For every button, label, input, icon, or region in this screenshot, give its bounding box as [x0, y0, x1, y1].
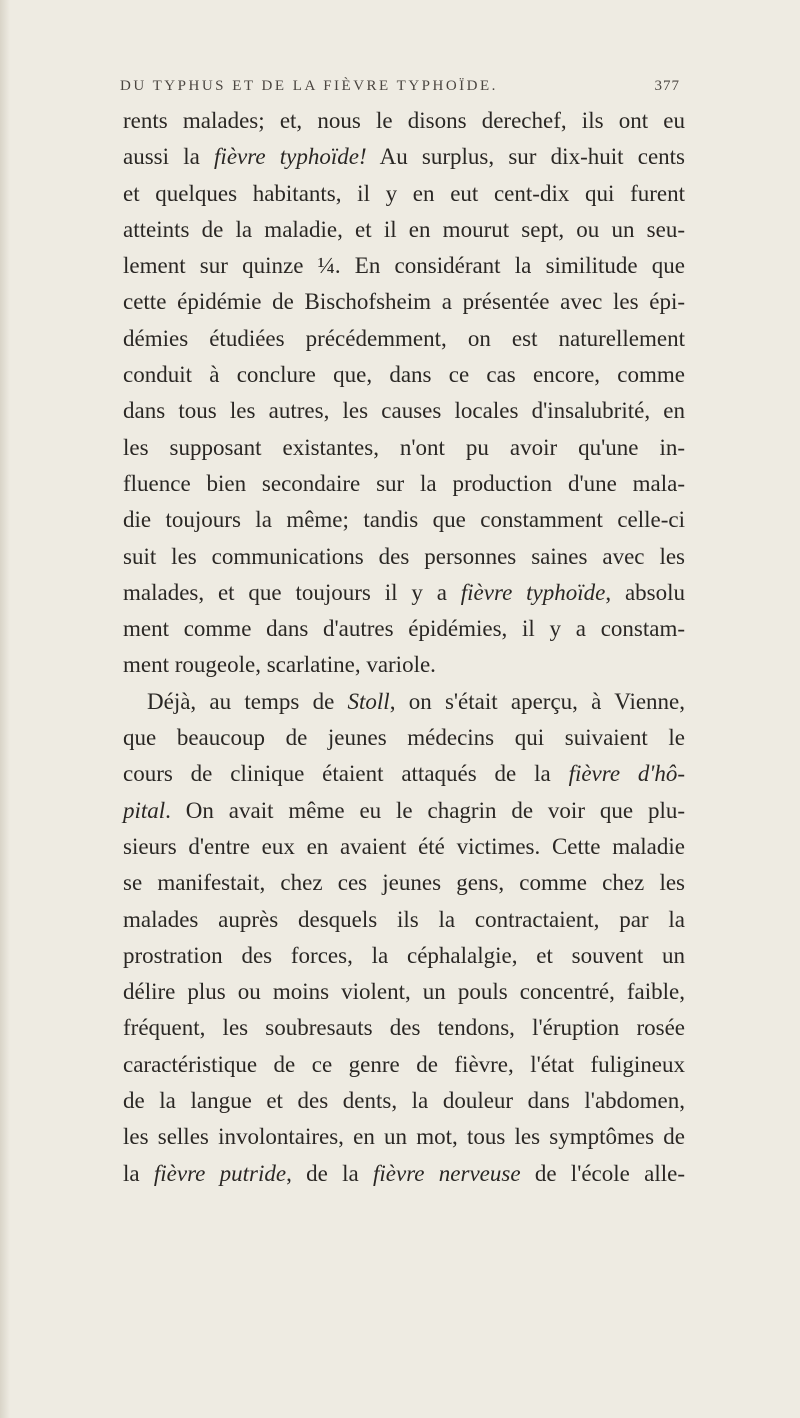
text-segment: se manifestait, chez ces jeunes gens, comme chez les	[123, 870, 685, 896]
text-line	[123, 248, 685, 284]
text-segment: les selles involontaires, en un mot, tous les symptômes de	[123, 1124, 685, 1150]
text-line	[123, 647, 685, 683]
text-line	[123, 321, 685, 357]
text-segment: die toujours la même; tandis que constamment celle-ci	[123, 507, 685, 533]
text-line	[123, 793, 685, 829]
italic-phrase: fièvre typhoïde!	[214, 144, 367, 170]
italic-phrase: fièvre nerveuse	[373, 1160, 521, 1186]
text-segment: fréquent, les soubresauts des tendons, l'éruption rosée	[123, 1015, 685, 1041]
text-line	[123, 1156, 685, 1192]
italic-phrase: pital	[123, 797, 166, 823]
text-segment: dans tous les autres, les causes locales d'insalubrité, en	[123, 398, 685, 424]
text-segment: Déjà, au temps de	[147, 688, 348, 714]
text-line	[123, 1010, 685, 1046]
text-segment: et quelques habitants, il y en eut cent-dix qui furent	[123, 180, 685, 206]
text-segment: , de la	[286, 1160, 374, 1186]
text-segment: malades, et que toujours il y a	[123, 579, 461, 605]
running-head-title: DU TYPHUS ET DE LA FIÈVRE TYPHOÏDE.	[120, 78, 498, 94]
text-segment: que beaucoup de jeunes médecins qui suivaient le	[123, 725, 685, 751]
italic-phrase: fièvre d'hô-	[568, 761, 685, 787]
text-segment: , on s'était aperçu, à Vienne,	[389, 688, 685, 714]
text-segment: , absolu	[605, 579, 685, 605]
text-line	[123, 539, 685, 575]
text-segment: délire plus ou moins violent, un pouls concentré, faible,	[123, 979, 685, 1005]
text-segment: de l'école alle-	[520, 1160, 685, 1186]
text-line	[123, 393, 685, 429]
text-line	[123, 756, 685, 792]
text-segment: lement sur quinze ¼. En considérant la similitude que	[123, 253, 685, 279]
text-line	[123, 611, 685, 647]
italic-phrase: Stoll	[347, 688, 390, 714]
text-line	[123, 974, 685, 1010]
text-line	[123, 1083, 685, 1119]
text-segment: conduit à conclure que, dans ce cas encore, comme	[123, 362, 685, 388]
italic-phrase: fièvre putride	[153, 1160, 287, 1186]
page-number: 377	[654, 78, 680, 94]
text-line	[123, 466, 685, 502]
text-segment: malades auprès desquels ils la contractaient, par la	[123, 906, 685, 932]
page-binding-edge	[0, 0, 10, 1418]
text-segment: cours de clinique étaient attaqués de la	[123, 761, 569, 787]
text-segment: démies étudiées précédemment, on est naturellement	[123, 325, 685, 351]
text-segment: ment rougeole, scarlatine, variole.	[123, 652, 436, 678]
text-segment: prostration des forces, la céphalalgie, et souvent un	[123, 942, 685, 968]
text-line	[123, 1047, 685, 1083]
text-line	[123, 902, 685, 938]
text-segment: cette épidémie de Bischofsheim a présentée avec les épi-	[123, 289, 685, 315]
text-line	[123, 720, 685, 756]
text-segment: rents malades; et, nous le disons derechef, ils ont eu	[123, 108, 685, 133]
text-segment: Au surplus, sur dix-huit cents	[366, 144, 685, 170]
text-segment: sieurs d'entre eux en avaient été victimes. Cette maladie	[123, 833, 685, 859]
text-line	[123, 575, 685, 611]
text-line	[123, 430, 685, 466]
italic-phrase: fièvre typhoïde	[460, 579, 606, 605]
text-segment: . On avait même eu le chagrin de voir que plu-	[165, 797, 685, 823]
text-segment: de la langue et des dents, la douleur dans l'abdomen,	[123, 1088, 685, 1114]
text-line	[123, 829, 685, 865]
text-segment: la	[123, 1160, 154, 1186]
text-line	[123, 865, 685, 901]
text-line	[123, 212, 685, 248]
text-line	[123, 139, 685, 175]
text-segment: aussi la	[123, 144, 215, 170]
text-line	[123, 284, 685, 320]
text-line	[123, 938, 685, 974]
text-segment: fluence bien secondaire sur la production d'une mala-	[123, 470, 685, 496]
text-line	[123, 176, 685, 212]
text-segment: ment comme dans d'autres épidémies, il y a constam-	[123, 616, 685, 642]
text-line	[123, 684, 685, 720]
text-line	[123, 1119, 685, 1155]
text-line	[123, 103, 685, 139]
text-line	[123, 502, 685, 538]
text-segment: les supposant existantes, n'ont pu avoir qu'une in-	[123, 434, 685, 460]
text-line	[123, 357, 685, 393]
text-segment: suit les communications des personnes saines avec les	[123, 543, 685, 569]
text-segment: atteints de la maladie, et il en mourut sept, ou un seu-	[123, 216, 685, 242]
body-text	[123, 103, 685, 1192]
text-segment: caractéristique de ce genre de fièvre, l'état fuligineux	[123, 1051, 685, 1077]
